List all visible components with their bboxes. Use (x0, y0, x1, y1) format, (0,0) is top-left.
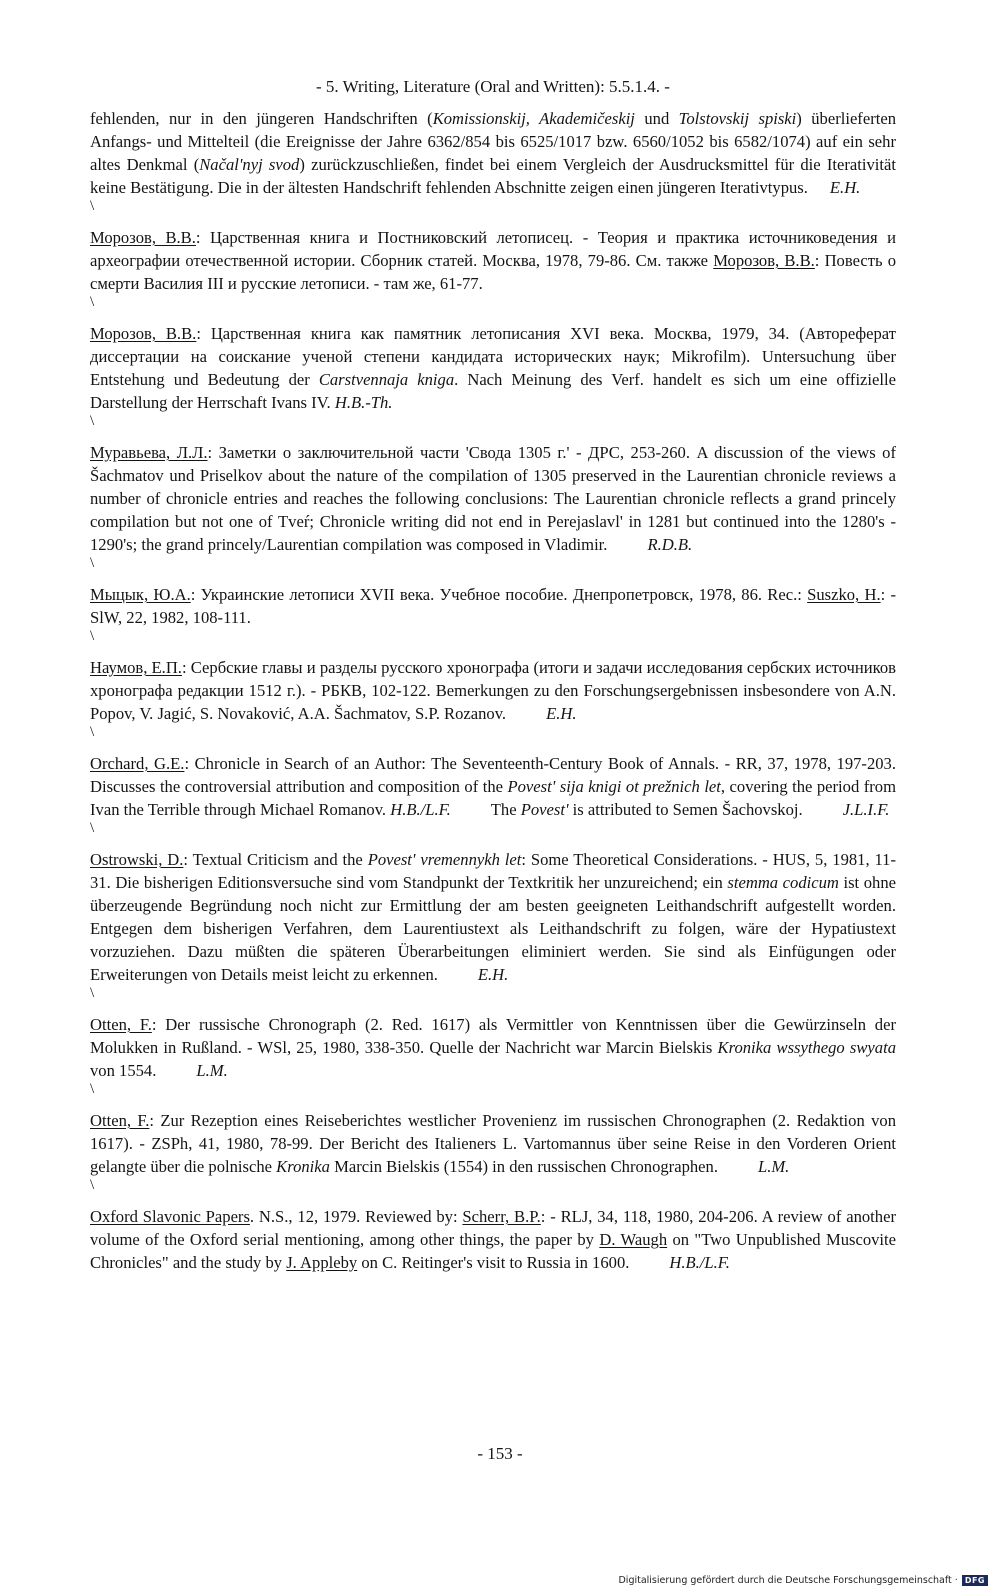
entry-title-italic: Tolstovskij spiski (678, 109, 797, 128)
entry-title-italic: stemma codicum (727, 873, 839, 892)
entry-author: Наумов, Е.П. (90, 658, 182, 677)
bibliography-entry (90, 226, 896, 295)
entry-author: Oxford Slavonic Papers (90, 1207, 250, 1226)
entry-author: Морозов, В.В. (90, 228, 196, 247)
entry-text: : Some Theoretical Considerations. - HUS, 5, 1981, 11-31. Die bisherigen Editionsversuche sind vom Standpunkt der Textkritik her unzureichend; ein (90, 850, 896, 892)
entry-title-italic: Kronika wssythego swyata (717, 1038, 896, 1057)
entry-author: Муравьева, Л.Л. (90, 443, 208, 462)
digitization-footer (618, 1575, 988, 1586)
bibliography-entry (90, 583, 896, 629)
entry-text: : Der russische Chronograph (2. Red. 1617) als Vermittler von Kenntnissen über die Gewürzinseln der Molukken in Rußland. - WSl, 25, 1980, 338-350. Quelle der Nachricht war Marcin Bielskis (90, 1015, 896, 1057)
entry-text: : Повесть о смерти Василия III и русские летописи. - там же, 61-77. (90, 251, 897, 293)
bibliography-entry (90, 1109, 896, 1178)
entry-title-italic: Povest' sija knigi ot prežnich let (507, 777, 721, 796)
entry-title-italic: Komissionskij, Akademičeskij (432, 109, 635, 128)
reviewer-initials: H.B.-Th. (334, 393, 393, 412)
reviewer-initials: L.M. (196, 1061, 228, 1080)
entry-author: Мыцык, Ю.А. (90, 585, 191, 604)
entry-separator: \ (90, 724, 95, 740)
reviewer-initials: E.H. (477, 965, 509, 984)
reviewer-initials: E.H. (829, 178, 861, 197)
entry-separator: \ (90, 628, 95, 644)
cross-reference-author: J. Appleby (286, 1253, 358, 1272)
reviewer-initials: R.D.B. (647, 535, 693, 554)
entry-text: The (490, 800, 521, 819)
bibliography-entry (90, 322, 896, 414)
entry-text: is attributed to Semen Šachovskoj. (568, 800, 803, 819)
reviewer-initials: J.L.I.F. (842, 800, 890, 819)
entry-separator: \ (90, 985, 95, 1001)
entry-title-italic: Povest' (520, 800, 569, 819)
entry-text: : - SlW, 22, 1982, 108-111. (90, 585, 896, 627)
entry-title-italic: Povest' vremennykh let (367, 850, 522, 869)
entry-text: : Textual Criticism and the (183, 850, 368, 869)
bibliography-entry (90, 441, 896, 556)
page-number: - 153 - (477, 1444, 523, 1463)
entry-author: Ostrowski, D. (90, 850, 184, 869)
bibliography-entry (90, 1013, 896, 1082)
entry-author: Orchard, G.E. (90, 754, 185, 773)
entry-text: ) zurückzuschließen, findet bei einem Vergleich der Ausdrucksmittel für die Iterativität keine Bestätigung. Die in der ältesten Handschrift fehlenden Abschnitte zeigen einen jüngeren Iterativtypus. (90, 155, 896, 197)
reviewer-initials: H.B./L.F. (390, 800, 451, 819)
entry-text: Marcin Bielskis (1554) in den russischen Chronographen. (329, 1157, 718, 1176)
cross-reference-author: Scherr, B.P. (462, 1207, 541, 1226)
entry-text: : Царственная книга и Постниковский летописец. - Теория и практика источниковедения и археографии отечественной истории. Сборник статей. Москва, 1978, 79-86. См. также (90, 228, 896, 270)
entry-text: : Chronicle in Search of an Author: The Seventeenth-Century Book of Annals. - RR, 37, 1978, 197-203. Discusses the controversial attribution and composition of the (90, 754, 896, 796)
reviewer-initials: L.M. (757, 1157, 790, 1176)
entry-author: Otten, F. (90, 1111, 150, 1130)
footer-text: Digitalisierung gefördert durch die Deutsche Forschungsgemeinschaft · (618, 1575, 958, 1586)
entry-text: fehlenden, nur in den jüngeren Handschriften ( (90, 109, 433, 128)
entry-text: ) überlieferten Anfangs- und Mittelteil (die Ereignisse der Jahre 6362/854 bis 6525/1017 bzw. 6560/1052 bis 6582/1074) auf ein sehr altes Denkmal ( (90, 109, 896, 174)
entry-title-italic: Carstvennaja kniga (318, 370, 455, 389)
bibliography-entry (90, 107, 896, 199)
entry-separator: \ (90, 820, 95, 836)
entry-text: : Украинские летописи XVII века. Учебное пособие. Днепропетровск, 1978, 86. Rec.: (190, 585, 808, 604)
entry-author: Морозов, В.В. (90, 324, 197, 343)
cross-reference-author: Suszko, H. (807, 585, 881, 604)
entry-title-italic: Kronika (276, 1157, 330, 1176)
entry-separator: \ (90, 294, 95, 310)
reviewer-initials: H.B./L.F. (669, 1253, 730, 1272)
bibliography-entry (90, 848, 896, 986)
entry-separator: \ (90, 413, 95, 429)
entry-text: : Zur Rezeption eines Reiseberichtes westlicher Provenienz im russischen Chronographen (2. Redaktion von 1617). - ZSPh, 41, 1980, 78-99. Der Bericht des Italieners L. Vartomannus über seine Reise in den Vorderen Orient gelangte über die polnische (90, 1111, 896, 1176)
entry-separator: \ (90, 1081, 95, 1097)
dfg-logo: DFG (962, 1575, 988, 1586)
entry-text: . N.S., 12, 1979. Reviewed by: (249, 1207, 463, 1226)
entry-text: : Сербские главы и разделы русского хронографа (итоги и задачи исследования сербских источников хронографа редакции 1512 г.). - РБКВ, 102-122. Bemerkungen zu den Forschungsergebnissen insbesondere von A.N. Popov, V. Jagić, S. Novaković, A.A. Šachmatov, S.P. Rozanov. (90, 658, 896, 723)
entry-text: on C. Reitinger's visit to Russia in 1600. (357, 1253, 630, 1272)
cross-reference-author: D. Waugh (599, 1230, 668, 1249)
bibliography-entry (90, 1205, 896, 1274)
entry-text: . Nach Meinung des Verf. handelt es sich um eine offizielle Darstellung der Herrschaft Ivans IV. (90, 370, 896, 412)
reviewer-initials: E.H. (546, 704, 577, 723)
entry-title-italic: Načal'nyj svod (199, 155, 300, 174)
entry-separator: \ (90, 1177, 95, 1193)
cross-reference-author: Морозов, В.В. (713, 251, 815, 270)
entry-text: : - RLJ, 34, 118, 1980, 204-206. A review of another volume of the Oxford serial mentioning, among other things, the paper by (90, 1207, 896, 1249)
entry-separator: \ (90, 555, 95, 571)
entry-text: von 1554. (90, 1061, 157, 1080)
entry-author: Otten, F. (90, 1015, 152, 1034)
page-body (90, 76, 896, 1274)
bibliography-entry (90, 752, 896, 821)
entry-separator: \ (90, 198, 95, 214)
entry-text: on "Two Unpublished Muscovite Chronicles" and the study by (90, 1230, 897, 1272)
entry-text: : Царственная книга как памятник летописания XVI века. Москва, 1979, 34. (Автореферат диссертации на соискание ученой степени кандидата исторических наук; Mikrofilm). Untersuchung über Entstehung und Bedeutung der (90, 324, 896, 389)
entry-text: : Заметки о заключительной части 'Свода 1305 г.' - ДРС, 253-260. A discussion of the views of Šachmatov und Priselkov about the nature of the compilation of 1305 preserved in the Laurentian chronicle reviews a number of chronicle entries and reaches the following conclusions: The Laurentian chronicle reflects a grand princely compilation but not one of Tveŕ; Chronicle writing did not end in Perejaslavl' in 1281 but continued into the 1280's - 1290's; the grand princely/Laurentian compilation was composed in Vladimir. (90, 443, 896, 554)
entry-text: und (634, 109, 679, 128)
bibliography-entry (90, 656, 896, 725)
entry-text: , covering the period from Ivan the Terrible through Michael Romanov. (90, 777, 897, 819)
running-head: - 5. Writing, Literature (Oral and Written): 5.5.1.4. - (316, 77, 670, 96)
entry-text: ist ohne überzeugende Begründung noch nicht zur Ermittlung der am besten geeigneten Leithandschrift aufgestellt worden. Entgegen dem bisherigen Verfahren, dem Laurentiustext als Leithandschrift zu folgen, wäre der Hypatiustext vorzuziehen. Dazu müßten die späteren Überarbeitungen eliminiert werden. Sie sind als Einfügungen oder Erweiterungen von Details meist leicht zu erkennen. (90, 873, 897, 984)
